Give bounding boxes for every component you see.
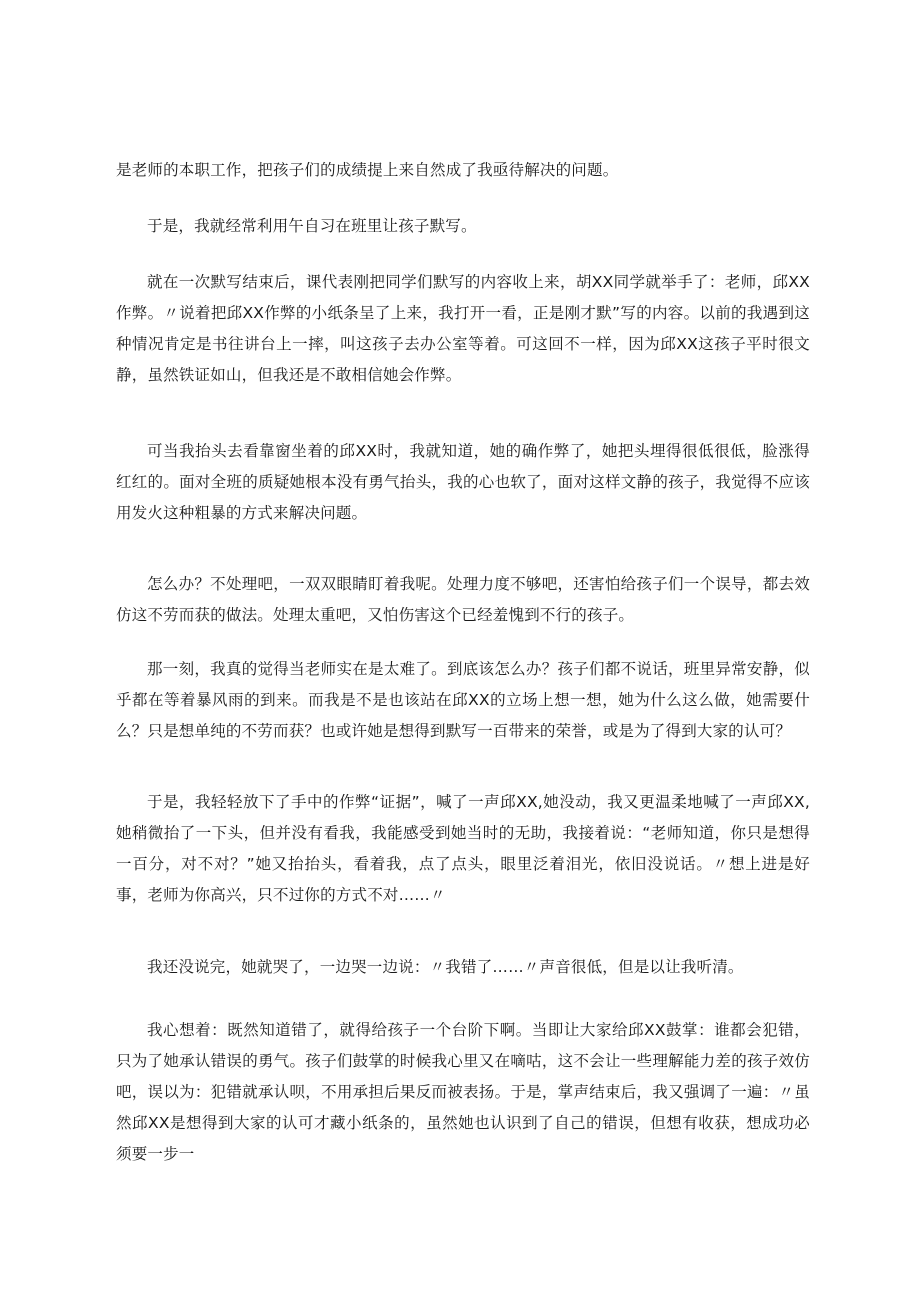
paragraph-4: 可当我抬头去看靠窗坐着的邱XX时，我就知道，她的确作弊了，她把头埋得很低很低，脸涨得红红的。面对全班的质疑她根本没有勇气抬头，我的心也软了，面对这样文静的孩子，我觉得不应该用发火这种粗暴的方式来解决问题。 [116, 442, 810, 522]
paragraph-1: 是老师的本职工作，把孩子们的成绩提上来自然成了我亟待解决的问题。 [116, 161, 619, 179]
paragraph-3: 就在一次默写结束后，课代表刚把同学们默写的内容收上来，胡XX同学就举手了：老师，邱XX作弊。〃说着把邱XX作弊的小纸条呈了上来，我打开一看，正是刚才默”写的内容。以前的我遇到这种情况肯定是书往讲台上一摔，叫这孩子去办公室等着。可这回不一样，因为邱XX这孩子平时很文静，虽然铁证如山，但我还是不敢相信她会作弊。 [116, 273, 810, 384]
paragraph-7: 于是，我轻轻放下了手中的作弊“证据”，喊了一声邱XX,她没动，我又更温柔地喊了一声邱XX,她稍微抬了一下头，但并没有看我，我能感受到她当时的无助，我接着说：“老师知道，你只是想得一百分，对不对？”她又抬抬头，看着我，点了点头，眼里泛着泪光，依旧没说话。〃想上进是好事，老师为你高兴，只不过你的方式不对……〃 [116, 793, 810, 904]
paragraph-6: 那一刻，我真的觉得当老师实在是太难了。到底该怎么办？孩子们都不说话，班里异常安静，似乎都在等着暴风雨的到来。而我是不是也该站在邱XX的立场上想一想，她为什么这么做，她需要什么？只是想单纯的不劳而获？也或许她是想得到默写一百带来的荣誉，或是为了得到大家的认可？ [116, 660, 810, 740]
paragraph-8: 我还没说完，她就哭了，一边哭一边说：〃我错了……〃声音很低，但是以让我听清。 [147, 958, 744, 976]
paragraph-5: 怎么办？不处理吧，一双双眼睛盯着我呢。处理力度不够吧，还害怕给孩子们一个误导，都去效仿这不劳而获的做法。处理太重吧，又怕伤害这个已经羞愧到不行的孩子。 [116, 575, 810, 624]
paragraph-2: 于是，我就经常利用午自习在班里让孩子默写。 [147, 217, 477, 235]
paragraph-9: 我心想着：既然知道错了，就得给孩子一个台阶下啊。当即让大家给邱XX鼓掌：谁都会犯错，只为了她承认错误的勇气。孩子们鼓掌的时候我心里又在嘀咕，这不会让一些理解能力差的孩子效仿吧，误以为：犯错就承认呗，不用承担后果反而被表扬。于是，掌声结束后，我又强调了一遍：〃虽然邱XX是想得到大家的认可才藏小纸条的，虽然她也认识到了自己的错误，但想有收获，想成功必须要一步一 [116, 1021, 810, 1163]
